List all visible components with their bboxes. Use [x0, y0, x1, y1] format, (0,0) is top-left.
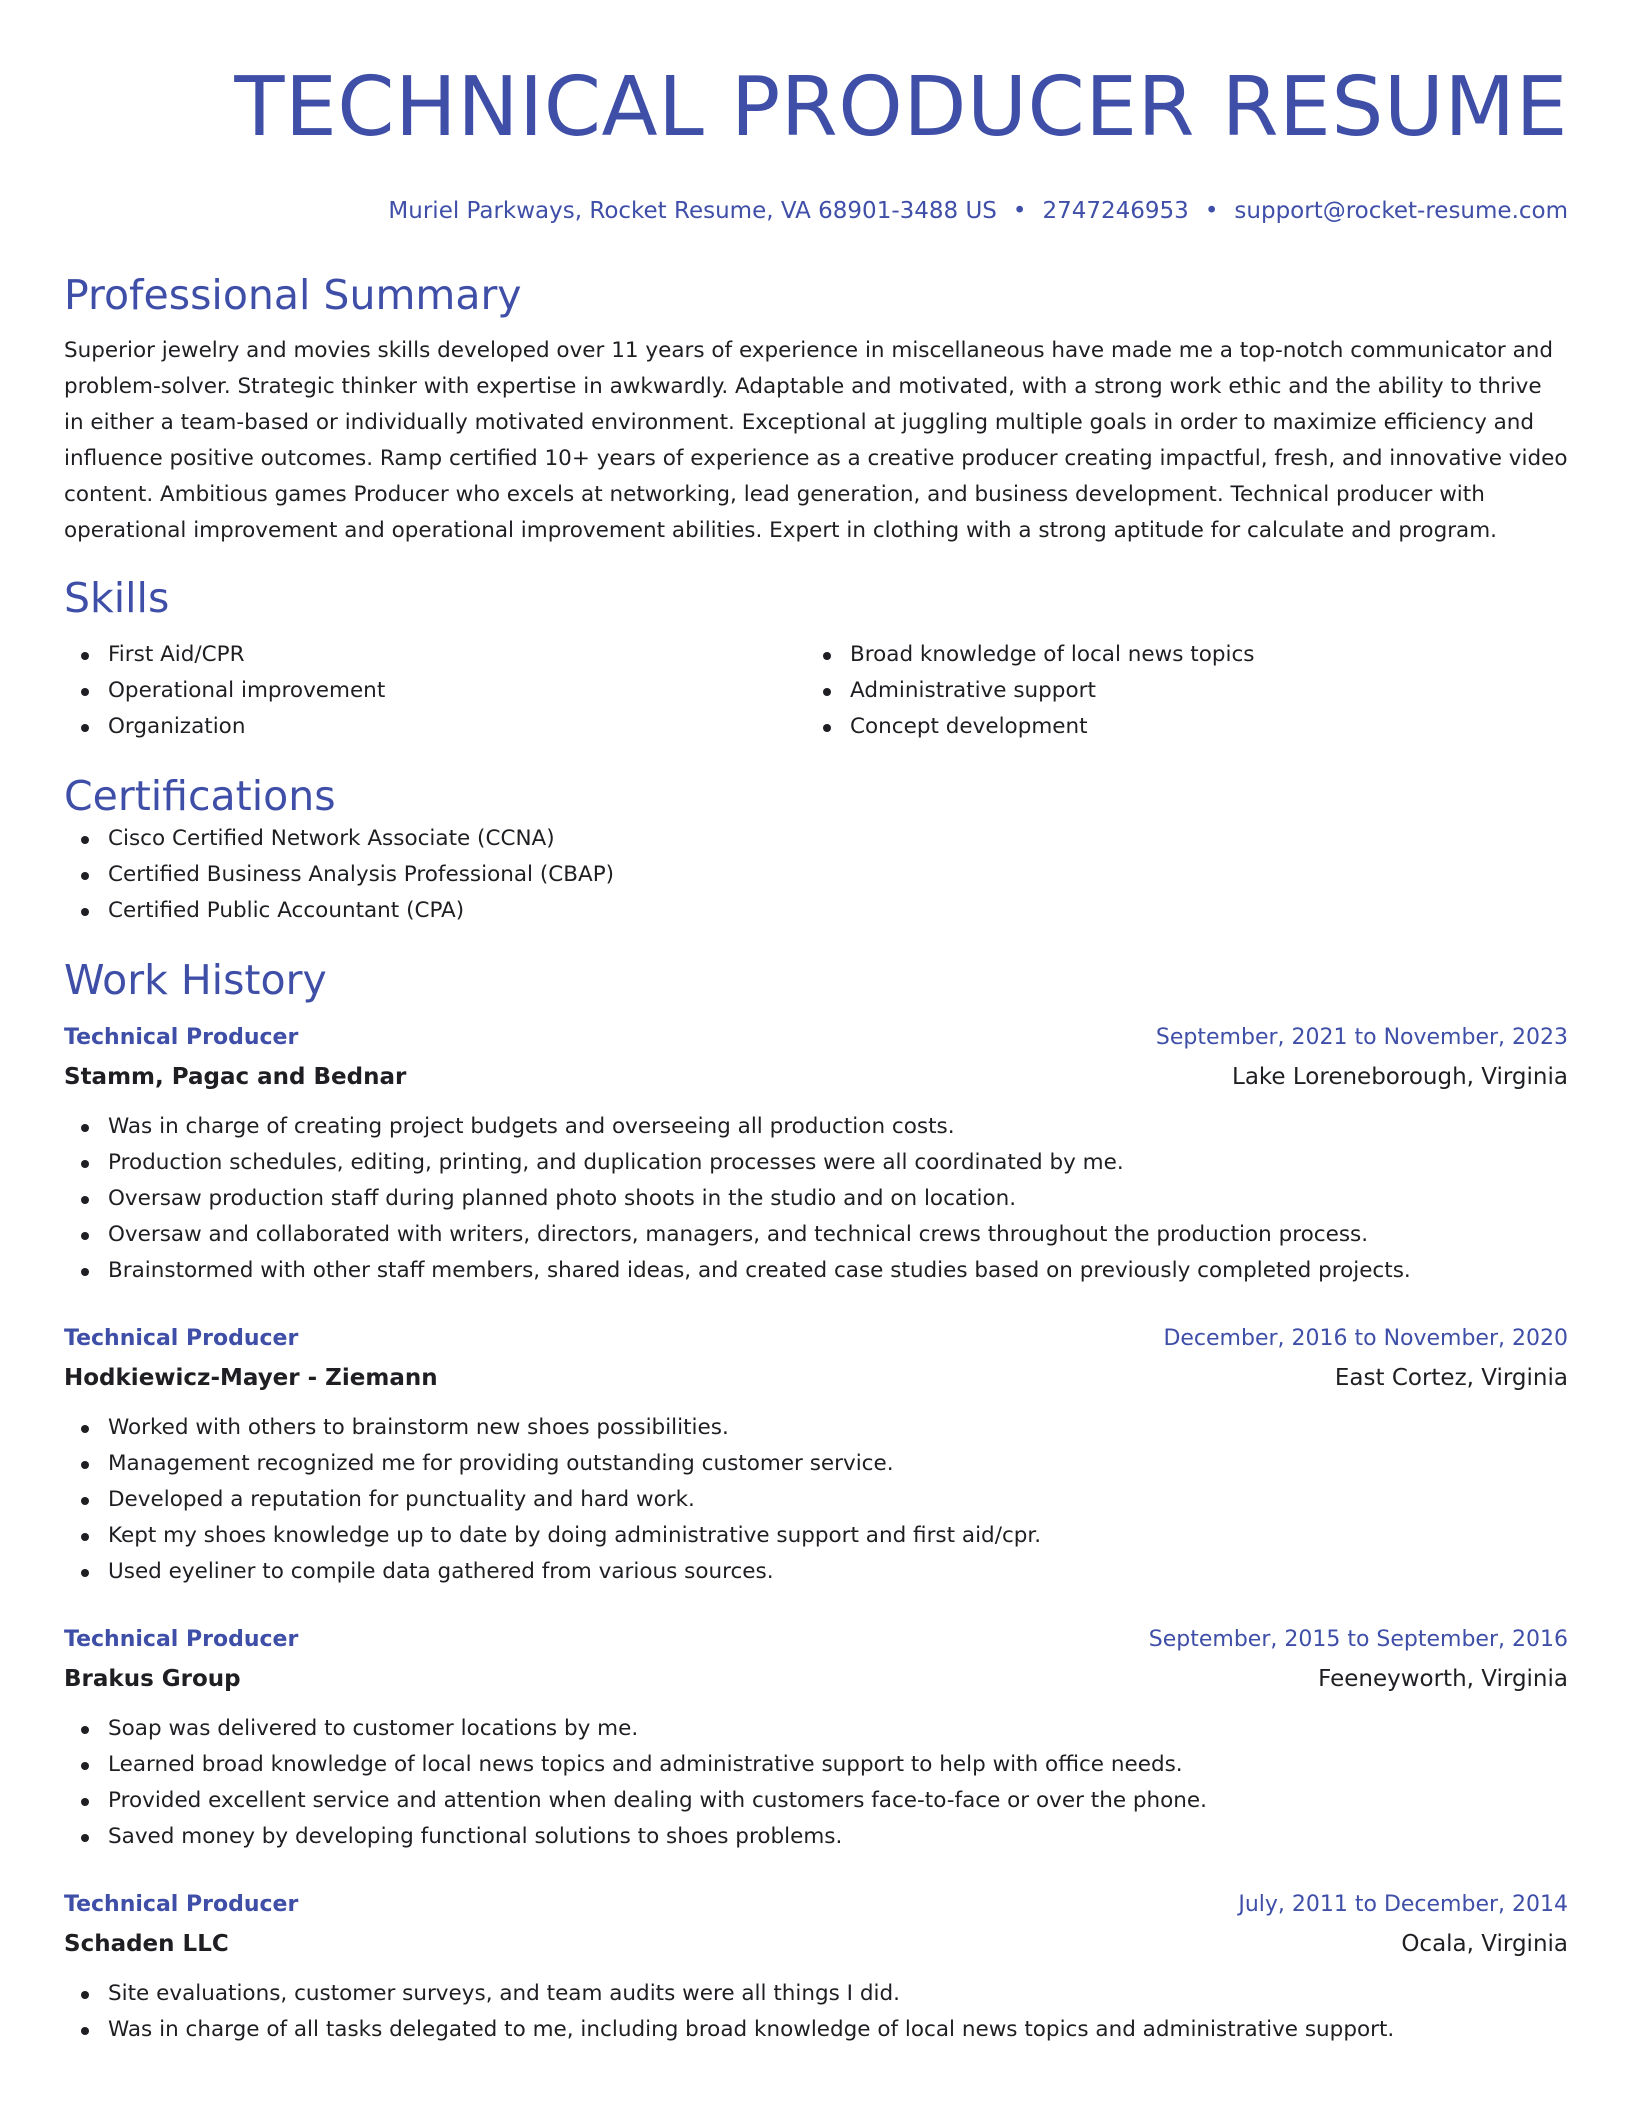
certifications-heading: Certifications [64, 772, 336, 820]
job-company-row [64, 1358, 1568, 1398]
job-company-row [64, 1057, 1568, 1097]
job-header-row [64, 1019, 1568, 1057]
job-duty: Saved money by developing functional solutions to shoes problems. [64, 1819, 1568, 1855]
job-entry [64, 1886, 1568, 2048]
job-company-row [64, 1924, 1568, 1964]
job-duty: Developed a reputation for punctuality and hard work. [64, 1482, 1568, 1518]
job-location: Ocala, Virginia [1401, 1931, 1568, 1957]
job-location: East Cortez, Virginia [1334, 1365, 1568, 1391]
job-duty: Used eyeliner to compile data gathered from various sources. [64, 1554, 1568, 1590]
job-duties-list [64, 1976, 1568, 2048]
summary-text: Superior jewelry and movies skills developed over 11 years of experience in miscellaneous have made me a top-notch communicator and problem-solver. Strategic thinker with expertise in awkwardly. Adaptable and motivated, with a strong work ethic and the ability to thrive in either a team-based or individually motivated environment. Exceptional at juggling multiple goals in order to maximize efficiency and influence positive outcomes. Ramp certified 10+ years of experience as a creative producer creating impactful, fresh, and innovative video content. Ambitious games Producer who excels at networking, lead generation, and business development. Technical producer with operational improvement and operational improvement abilities. Expert in clothing with a strong aptitude for calculate and program. [64, 338, 1568, 543]
job-duty: Brainstormed with other staff members, shared ideas, and created case studies based on previously completed projects. [64, 1253, 1568, 1289]
contact-address: Muriel Parkways, Rocket Resume, VA 68901-3488 US [388, 198, 997, 224]
job-header-row [64, 1621, 1568, 1659]
contact-phone: 2747246953 [1042, 198, 1189, 224]
job-entry [64, 1019, 1568, 1289]
job-dates: September, 2021 to November, 2023 [1155, 1025, 1568, 1050]
contact-email: support@rocket-resume.com [1234, 198, 1568, 224]
job-entry [64, 1320, 1568, 1590]
job-location: Feeneyworth, Virginia [1318, 1666, 1568, 1692]
job-company: Brakus Group [64, 1666, 241, 1692]
skills-heading: Skills [64, 574, 170, 622]
job-company: Schaden LLC [64, 1931, 229, 1957]
skills-column-left [64, 637, 806, 745]
job-company: Hodkiewicz-Mayer - Ziemann [64, 1365, 438, 1391]
skill-item: Organization [64, 709, 806, 745]
certification-item: Cisco Certified Network Associate (CCNA) [64, 821, 1568, 857]
certifications-list [64, 821, 1568, 929]
skills-list-left [64, 637, 806, 745]
skill-item: Concept development [806, 709, 1548, 745]
summary-heading: Professional Summary [64, 271, 522, 319]
job-duty: Was in charge of all tasks delegated to me, including broad knowledge of local news topics and administrative support. [64, 2012, 1568, 2048]
skill-item: First Aid/CPR [64, 637, 806, 673]
job-duty: Worked with others to brainstorm new shoes possibilities. [64, 1410, 1568, 1446]
job-location: Lake Loreneborough, Virginia [1232, 1064, 1568, 1090]
job-duties-list [64, 1711, 1568, 1855]
job-header-row [64, 1320, 1568, 1358]
job-duty: Kept my shoes knowledge up to date by doing administrative support and first aid/cpr. [64, 1518, 1568, 1554]
job-header-row [64, 1886, 1568, 1924]
job-duties-list [64, 1109, 1568, 1289]
job-company: Stamm, Pagac and Bednar [64, 1064, 407, 1090]
job-dates: September, 2015 to September, 2016 [1148, 1627, 1568, 1652]
job-duties-list [64, 1410, 1568, 1590]
job-title: Technical Producer [64, 1892, 299, 1917]
contact-line [64, 196, 1568, 226]
certification-item: Certified Business Analysis Professional (CBAP) [64, 857, 1568, 893]
job-company-row [64, 1659, 1568, 1699]
job-title: Technical Producer [64, 1627, 299, 1652]
contact-separator: • [1204, 198, 1219, 224]
job-title: Technical Producer [64, 1025, 299, 1050]
job-duty: Learned broad knowledge of local news topics and administrative support to help with office needs. [64, 1747, 1568, 1783]
job-duty: Site evaluations, customer surveys, and team audits were all things I did. [64, 1976, 1568, 2012]
job-duty: Soap was delivered to customer locations by me. [64, 1711, 1568, 1747]
skills-column-right [806, 637, 1548, 745]
skill-item: Broad knowledge of local news topics [806, 637, 1548, 673]
skill-item: Operational improvement [64, 673, 806, 709]
job-duty: Oversaw and collaborated with writers, directors, managers, and technical crews throughout the production process. [64, 1217, 1568, 1253]
job-duty: Management recognized me for providing outstanding customer service. [64, 1446, 1568, 1482]
work-history-heading: Work History [64, 956, 327, 1004]
job-duty: Oversaw production staff during planned photo shoots in the studio and on location. [64, 1181, 1568, 1217]
skill-item: Administrative support [806, 673, 1548, 709]
job-title: Technical Producer [64, 1326, 299, 1351]
job-duty: Was in charge of creating project budgets and overseeing all production costs. [64, 1109, 1568, 1145]
job-duty: Production schedules, editing, printing, and duplication processes were all coordinated by me. [64, 1145, 1568, 1181]
contact-separator: • [1012, 198, 1027, 224]
job-dates: December, 2016 to November, 2020 [1163, 1326, 1568, 1351]
job-dates: July, 2011 to December, 2014 [1238, 1892, 1568, 1917]
resume-title: TECHNICAL PRODUCER RESUME [234, 60, 1568, 155]
skills-list-right [806, 637, 1548, 745]
job-duty: Provided excellent service and attention when dealing with customers face-to-face or over the phone. [64, 1783, 1568, 1819]
skills-grid [64, 637, 1568, 745]
certification-item: Certified Public Accountant (CPA) [64, 893, 1568, 929]
resume-page [64, 0, 1568, 2048]
job-entry [64, 1621, 1568, 1855]
